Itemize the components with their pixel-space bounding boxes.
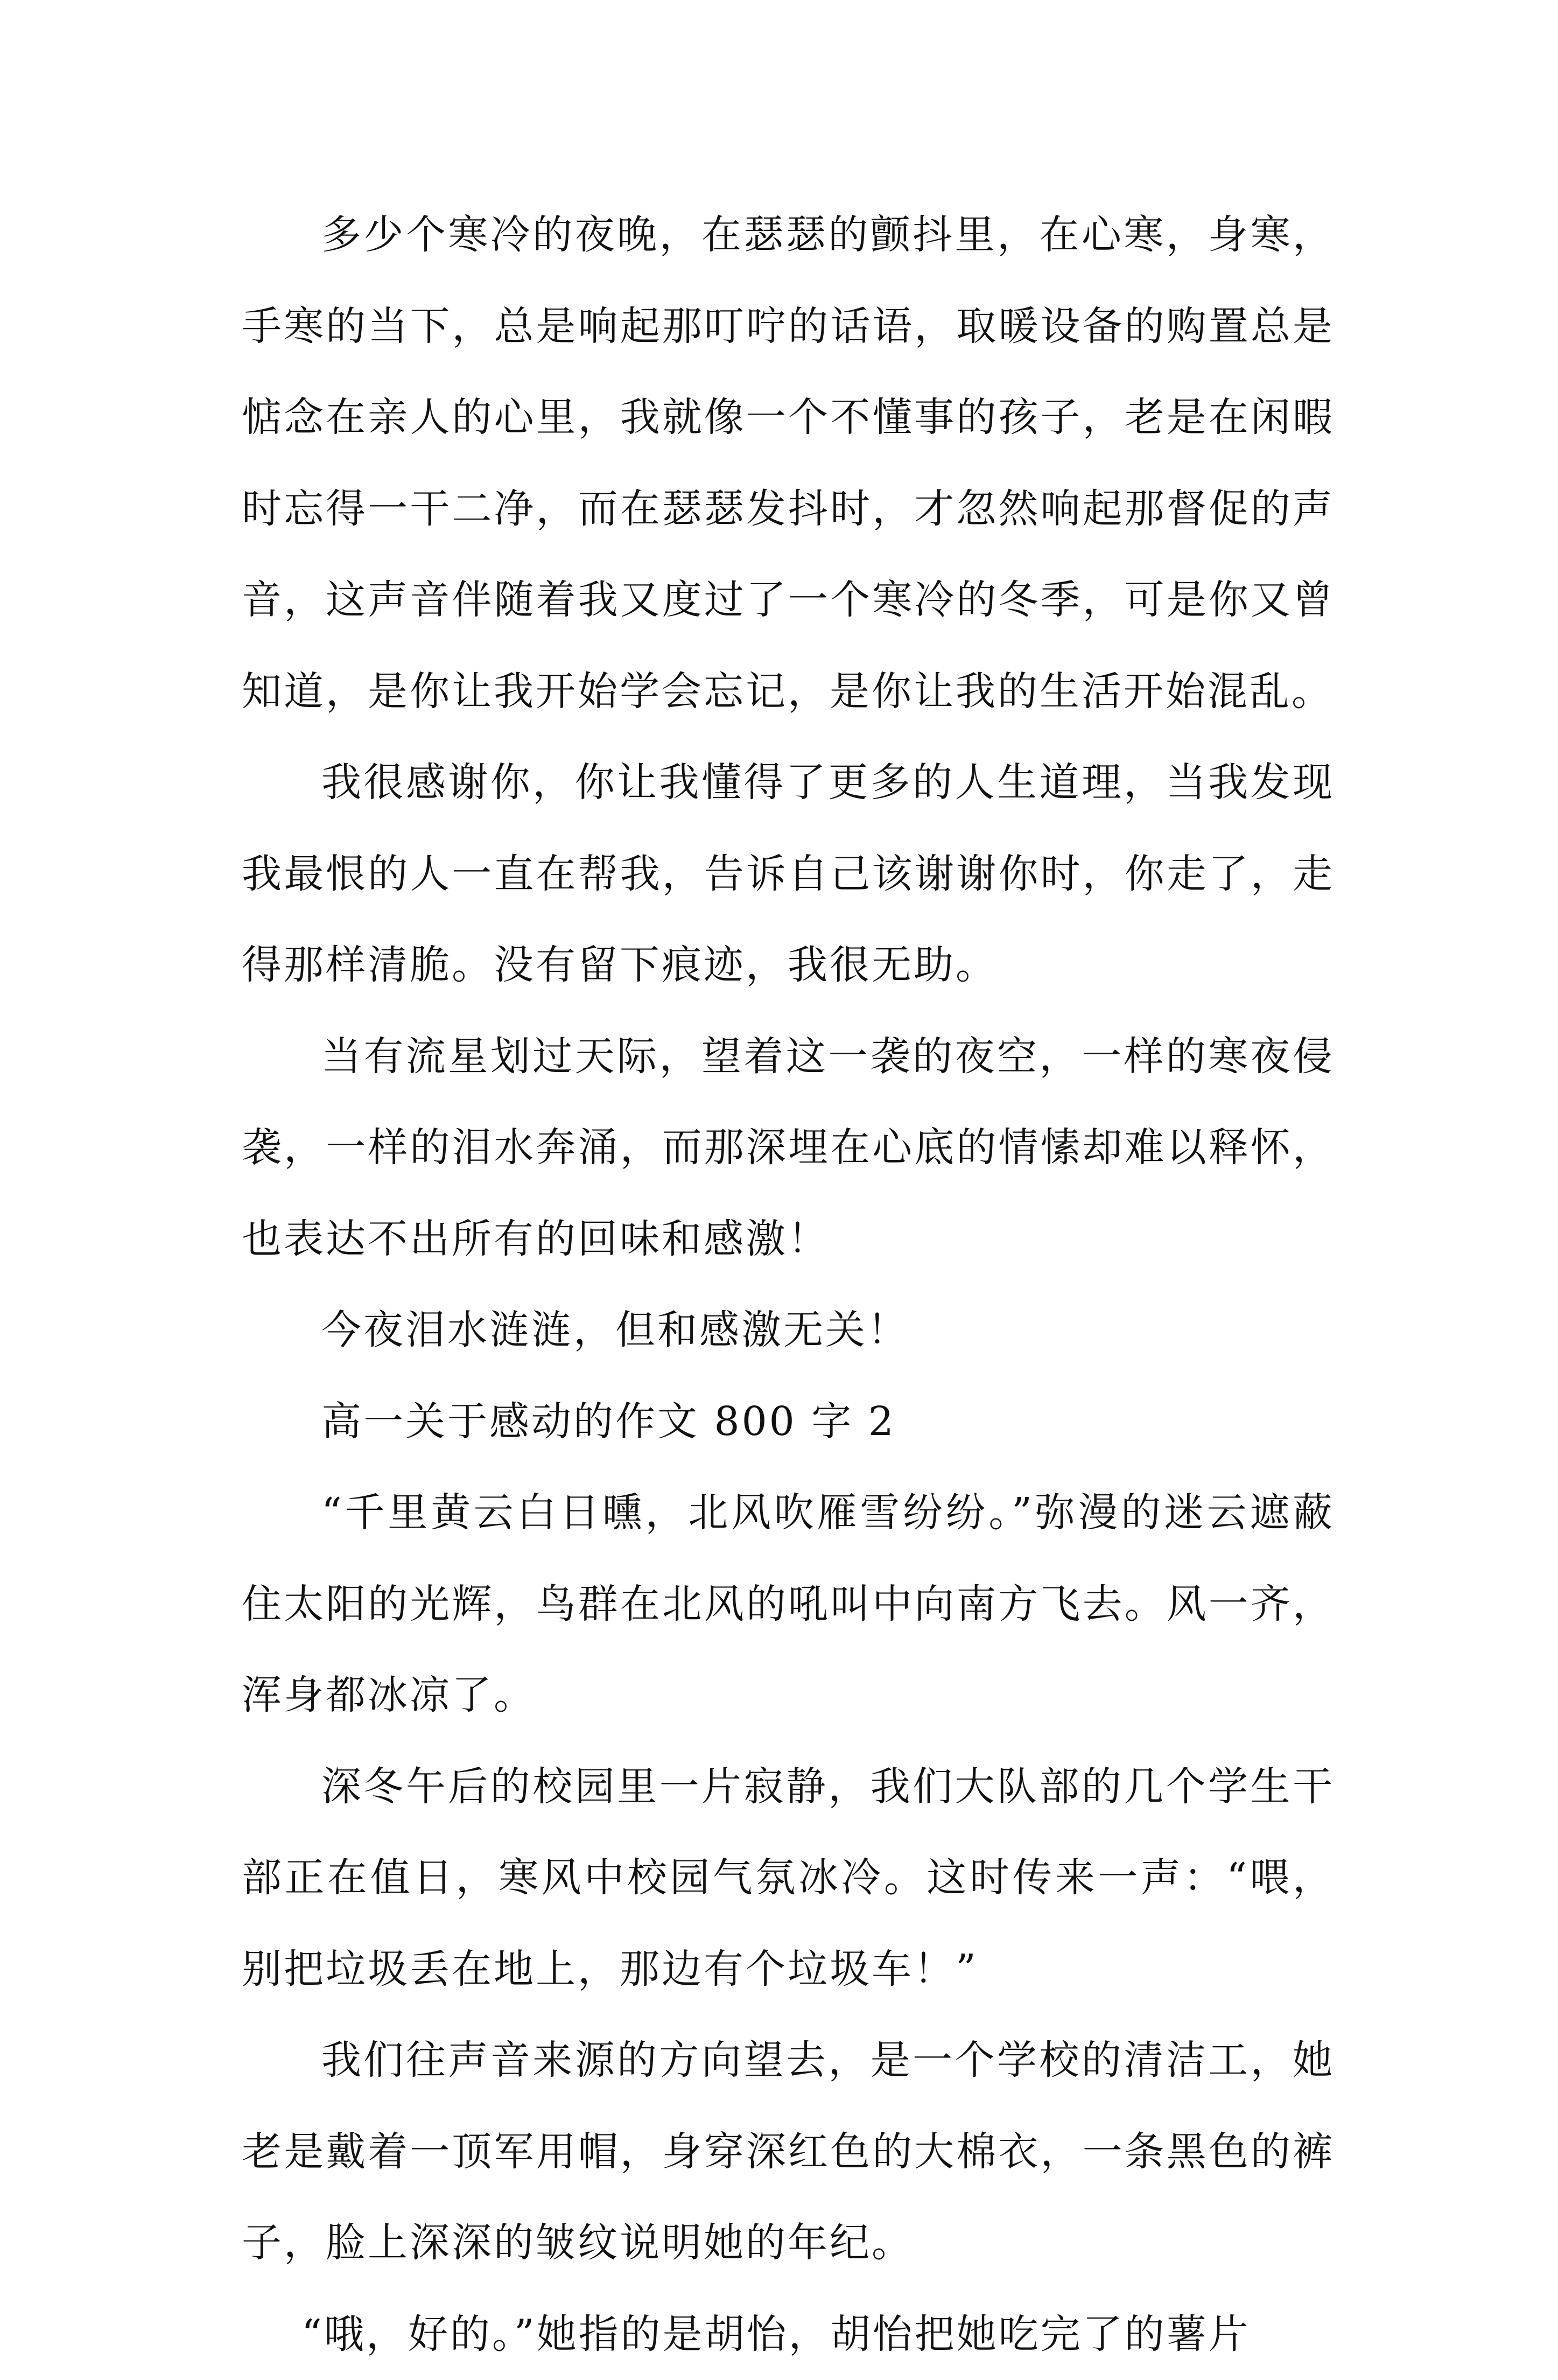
paragraph: “千里黄云白日曛，北风吹雁雪纷纷。”弥漫的迷云遮蔽住太阳的光辉，鸟群在北风的吼叫中向南方飞去。风一齐，浑身都冰凉了。 [242, 1467, 1335, 1741]
paragraph: 今夜泪水涟涟，但和感激无关！ [242, 1285, 1335, 1376]
paragraph: 当有流星划过天际，望着这一袭的夜空，一样的寒夜侵袭，一样的泪水奔涌，而那深埋在心底的情愫却难以释怀，也表达不出所有的回味和感激！ [242, 1011, 1335, 1285]
paragraph: 多少个寒冷的夜晚，在瑟瑟的颤抖里，在心寒，身寒，手寒的当下，总是响起那叮咛的话语，取暖设备的购置总是惦念在亲人的心里，我就像一个不懂事的孩子，老是在闲暇时忘得一干二净，而在瑟瑟发抖时，才忽然响起那督促的声音，这声音伴随着我又度过了一个寒冷的冬季，可是你又曾知道，是你让我开始学会忘记，是你让我的生活开始混乱。 [242, 190, 1335, 737]
paragraph: “哦，好的。”她指的是胡怡，胡怡把她吃完了的薯片 [242, 2289, 1335, 2380]
paragraph: 我很感谢你，你让我懂得了更多的人生道理，当我发现我最恨的人一直在帮我，告诉自己该谢谢你时，你走了，走得那样清脆。没有留下痕迹，我很无助。 [242, 737, 1335, 1011]
document-body [242, 190, 1335, 2380]
paragraph: 深冬午后的校园里一片寂静，我们大队部的几个学生干部正在值日，寒风中校园气氛冰冷。这时传来一声：“喂，别把垃圾丢在地上，那边有个垃圾车！” [242, 1741, 1335, 2015]
section-heading: 高一关于感动的作文 800 字 2 [242, 1376, 1335, 1468]
paragraph: 我们往声音来源的方向望去，是一个学校的清洁工，她老是戴着一顶军用帽，身穿深红色的大棉衣，一条黑色的裤子，脸上深深的皱纹说明她的年纪。 [242, 2015, 1335, 2289]
